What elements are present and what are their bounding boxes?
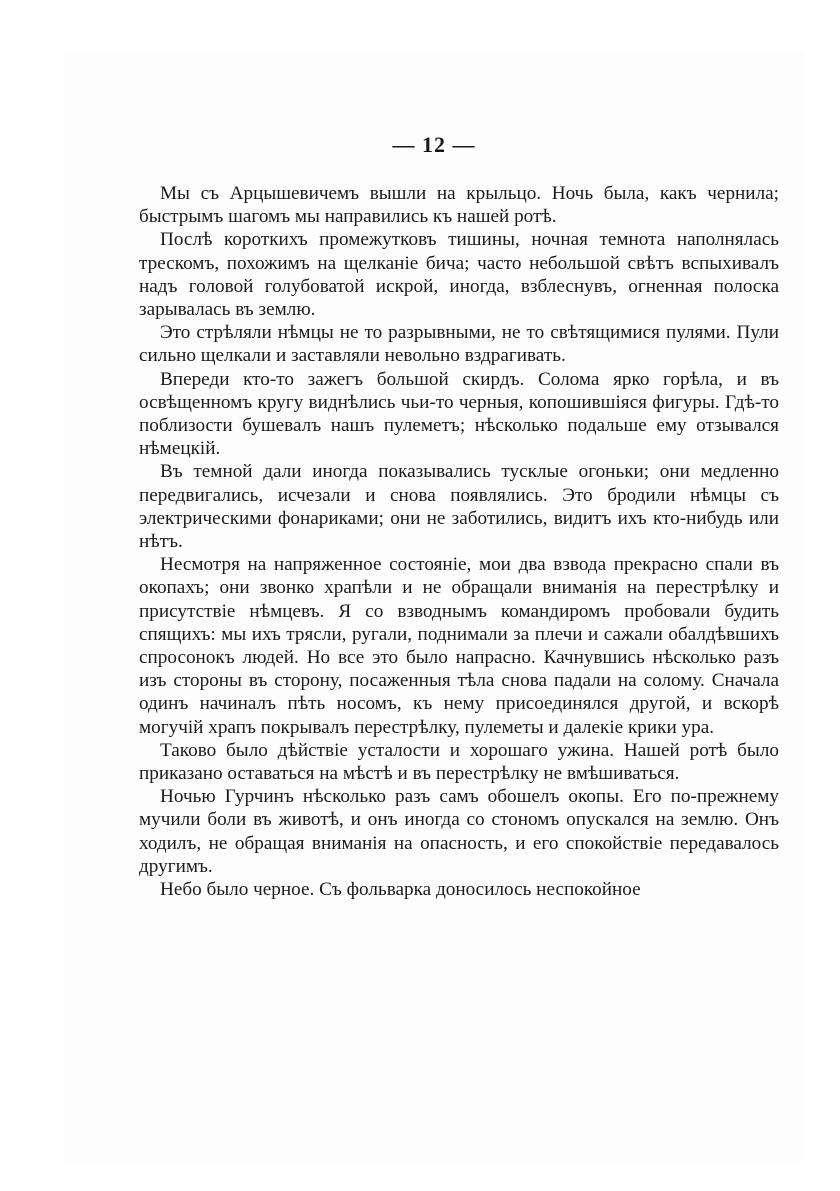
book-page (64, 52, 804, 1162)
paragraph: Въ темной дали иногда показывались тусклые огоньки; они медленно передвигались, исчезали и снова появлялись. Это бродили нѣмцы съ электрическими фонариками; они не заботились, видитъ ихъ кто-нибудь или нѣтъ. (139, 461, 779, 553)
paragraph: Таково было дѣйствіе усталости и хорошаго ужина. Нашей ротѣ было приказано оставаться на мѣстѣ и въ перестрѣлку не вмѣшиваться. (139, 739, 779, 785)
paragraph: Несмотря на напряженное состояніе, мои два взвода прекрасно спали въ окопахъ; они звонко храпѣли и не обращали вниманія на перестрѣлку и присутствіе нѣмцевъ. Я со взводнымъ командиромъ пробовали будить спящихъ: мы ихъ трясли, ругали, поднимали за плечи и сажали обалдѣвшихъ спросонокъ людей. Но все это было напрасно. Качнувшись нѣсколько разъ изъ стороны въ сторону, посаженныя тѣла снова падали на солому. Сначала одинъ начиналъ пѣть носомъ, къ нему присоединялся другой, и вскорѣ могучій храпъ покрывалъ перестрѣлку, пулеметы и далекіе крики ура. (139, 554, 779, 738)
page-number: — 12 — (392, 132, 476, 157)
paragraph: Послѣ короткихъ промежутковъ тишины, ночная темнота наполнялась трескомъ, похожимъ на щелканіе бича; часто небольшой свѣтъ вспыхивалъ надъ головой голубоватой искрой, иногда, взблеснувъ, огненная полоска зарывалась въ землю. (139, 229, 779, 321)
text-body (139, 182, 779, 901)
paragraph: Это стрѣляли нѣмцы не то разрывными, не то свѣтящимися пулями. Пули сильно щелкали и заставляли невольно вздрагивать. (139, 322, 779, 367)
paragraph: Мы съ Арцышевичемъ вышли на крыльцо. Ночь была, какъ чернила; быстрымъ шагомъ мы направились къ нашей ротѣ. (139, 183, 779, 228)
paragraph: Ночью Гурчинъ нѣсколько разъ самъ обошелъ окопы. Его по-прежнему мучили боли въ животѣ, и онъ иногда со стономъ опускался на землю. Онъ ходилъ, не обращая вниманія на опасность, и его спокойствіе передавалось другимъ. (139, 786, 779, 877)
paragraph: Впереди кто-то зажегъ большой скирдъ. Солома ярко горѣла, и въ освѣщенномъ кругу виднѣлись чьи-то черныя, копошившiяся фигуры. Гдѣ-то поблизости бушевалъ нашъ пулеметъ; нѣсколько подальше ему отзывался нѣмецкій. (139, 368, 779, 460)
paragraph: Небо было черное. Съ фольварка доносилось неспокойное (160, 879, 641, 901)
